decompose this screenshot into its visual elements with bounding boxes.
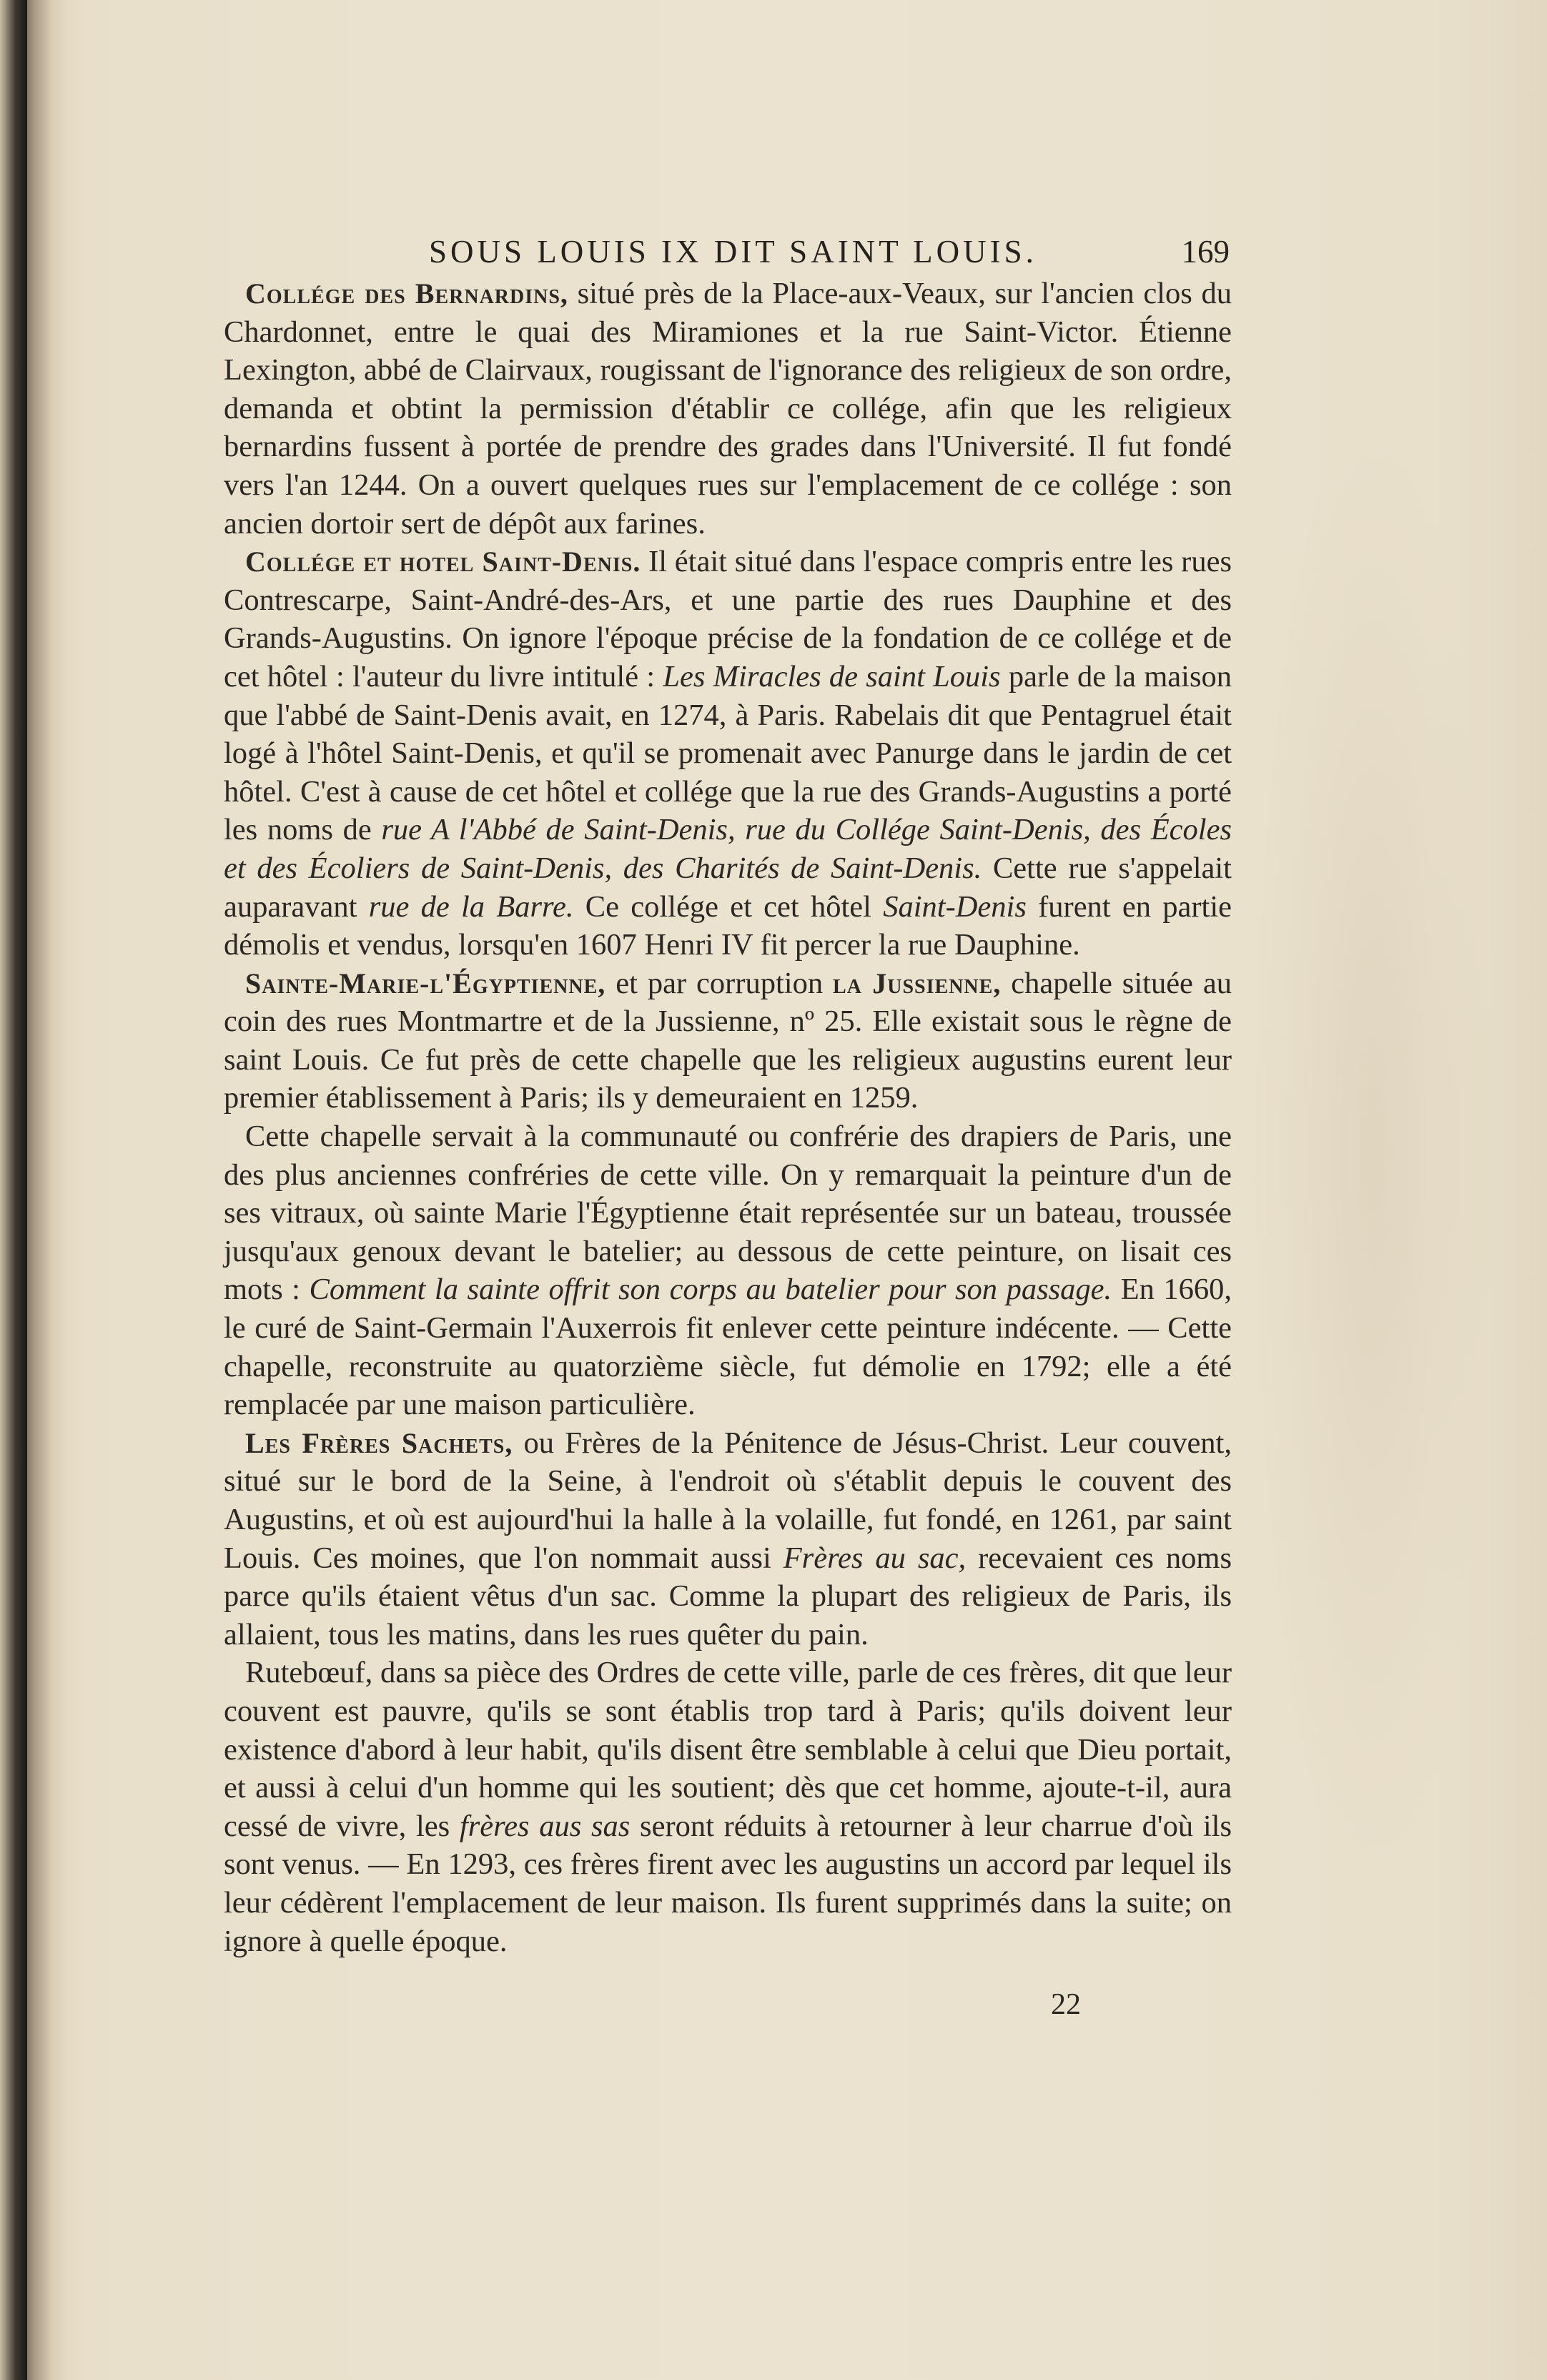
- entry-text: furent en partie démolis et vendus, lorsqu'en 1607 Henri IV fit percer la rue Dauphine.: [224, 889, 1232, 962]
- left-page-edge: [0, 0, 27, 2380]
- entry-text: Il était situé dans l'espace compris entre les rues Contrescarpe, Saint-André-des-Ars, et une partie des rues Dauphine et des Grands-Augustins. On ignore l'époque précise de la fondation de ce collége et de cet hôtel : l'auteur du livre intitulé :: [224, 545, 1232, 693]
- signature-mark: 22: [1051, 1988, 1081, 2021]
- entry-text: Cette chapelle servait à la communauté ou confrérie des drapiers de Paris, une des plus anciennes confréries de cette ville. On y remarquait la peinture d'un de ses vitraux, où sainte Marie l'Égyptienne était représentée sur un bateau, troussée jusqu'aux genoux devant le batelier; au dessous de cette peinture, on lisait ces mots :: [224, 1120, 1232, 1307]
- entry-college-bernardins: [224, 275, 1232, 543]
- body-text: [224, 275, 1232, 1960]
- italic-name: Saint-Denis: [883, 889, 1027, 924]
- entry-heading: Les Frères Sachets,: [245, 1426, 513, 1459]
- italic-quote: frères aus sas: [459, 1809, 631, 1843]
- entry-text: seront réduits à retourner à leur charrue d'où ils sont venus. — En 1293, ces frères firent avec les augustins un accord par lequel ils leur cédèrent l'emplacement de leur maison. Ils furent supprimés dans la suite; on ignore à quelle époque.: [224, 1809, 1232, 1958]
- paper-stain: [1251, 400, 1494, 1902]
- entry-heading-alt: la Jussienne,: [833, 967, 1002, 999]
- entry-freres-sachets: [224, 1424, 1232, 1654]
- italic-title: Les Miracles de saint Louis: [663, 659, 1001, 693]
- entry-text: ou Frères de la Pénitence de Jésus-Christ. Leur couvent, situé sur le bord de la Seine, à l'endroit où s'établit depuis le couvent des Augustins, et où est aujourd'hui la halle à la volaille, fut fondé, en 1261, par saint Louis. Ces moines, que l'on nommait aussi: [224, 1426, 1232, 1575]
- italic-inscription: Comment la sainte offrit son corps au batelier pour son passage.: [309, 1273, 1112, 1307]
- entry-sainte-marie-egyptienne: [224, 964, 1232, 1117]
- entry-text: recevaient ces noms parce qu'ils étaient vêtus d'un sac. Comme la plupart des religieux de Paris, ils allaient, tous les matins, dans les rues quêter du pain.: [224, 1541, 1232, 1651]
- entry-text: En 1660, le curé de Saint-Germain l'Auxerrois fit enlever cette peinture indécente. — Cette chapelle, reconstruite au quatorzième siècle, fut démolie en 1792; elle a été remplacée par une maison particulière.: [224, 1273, 1232, 1422]
- italic-street-name: rue de la Barre.: [368, 889, 574, 924]
- paragraph-chapelle: [224, 1117, 1232, 1424]
- entry-text: parle de la maison que l'abbé de Saint-Denis avait, en 1274, à Paris. Rabelais dit que Pentagruel était logé à l'hôtel Saint-Denis, et qu'il se promenait avec Panurge dans le jardin de cet hôtel. C'est à cause de cet hôtel et collége que la rue des Grands-Augustins a porté les noms de: [224, 659, 1232, 847]
- entry-heading: Collége des Bernardins,: [245, 277, 568, 310]
- page-number: 169: [1181, 234, 1230, 270]
- italic-street-names: rue A l'Abbé de Saint-Denis, rue du Collége Saint-Denis, des Écoles et des Écoliers de Saint-Denis, des Charités de Saint-Denis.: [224, 813, 1232, 885]
- entry-text: chapelle située au coin des rues Montmartre et de la Jussienne, nº 25. Elle existait sous le règne de saint Louis. Ce fut près de cette chapelle que les religieux augustins eurent leur premier établissement à Paris; ils y demeuraient en 1259.: [224, 966, 1232, 1115]
- entry-text: et par corruption: [606, 966, 834, 1000]
- entry-heading: Sainte-Marie-l'Égyptienne,: [245, 967, 606, 999]
- entry-heading: Collége et hotel Saint-Denis.: [245, 545, 641, 578]
- entry-text: situé près de la Place-aux-Veaux, sur l'ancien clos du Chardonnet, entre le quai des Miramiones et la rue Saint-Victor. Étienne Lexington, abbé de Clairvaux, rougissant de l'ignorance des religieux de son ordre, demanda et obtint la permission d'établir ce collége, afin que les religieux bernardins fussent à portée de prendre des grades dans l'Université. Il fut fondé vers l'an 1244. On a ouvert quelques rues sur l'emplacement de ce collége : son ancien dortoir sert de dépôt aux farines.: [224, 277, 1232, 540]
- paragraph-rutebeuf: [224, 1654, 1232, 1960]
- entry-text: Cette rue s'appelait auparavant: [224, 851, 1232, 924]
- entry-text: Rutebœuf, dans sa pièce des Ordres de cette ville, parle de ces frères, dit que leur couvent est pauvre, qu'ils se sont établis trop tard à Paris; qu'ils doivent leur existence d'abord à leur habit, qu'ils disent être semblable à celui que Dieu portait, et aussi à celui d'un homme qui les soutient; dès que cet homme, ajoute-t-il, aura cessé de vivre, les: [224, 1656, 1232, 1843]
- entry-college-saint-denis: [224, 543, 1232, 964]
- italic-name: Frères au sac,: [783, 1541, 967, 1575]
- running-head: SOUS LOUIS IX DIT SAINT LOUIS.: [429, 234, 1037, 270]
- entry-text: Ce collége et cet hôtel: [573, 889, 884, 924]
